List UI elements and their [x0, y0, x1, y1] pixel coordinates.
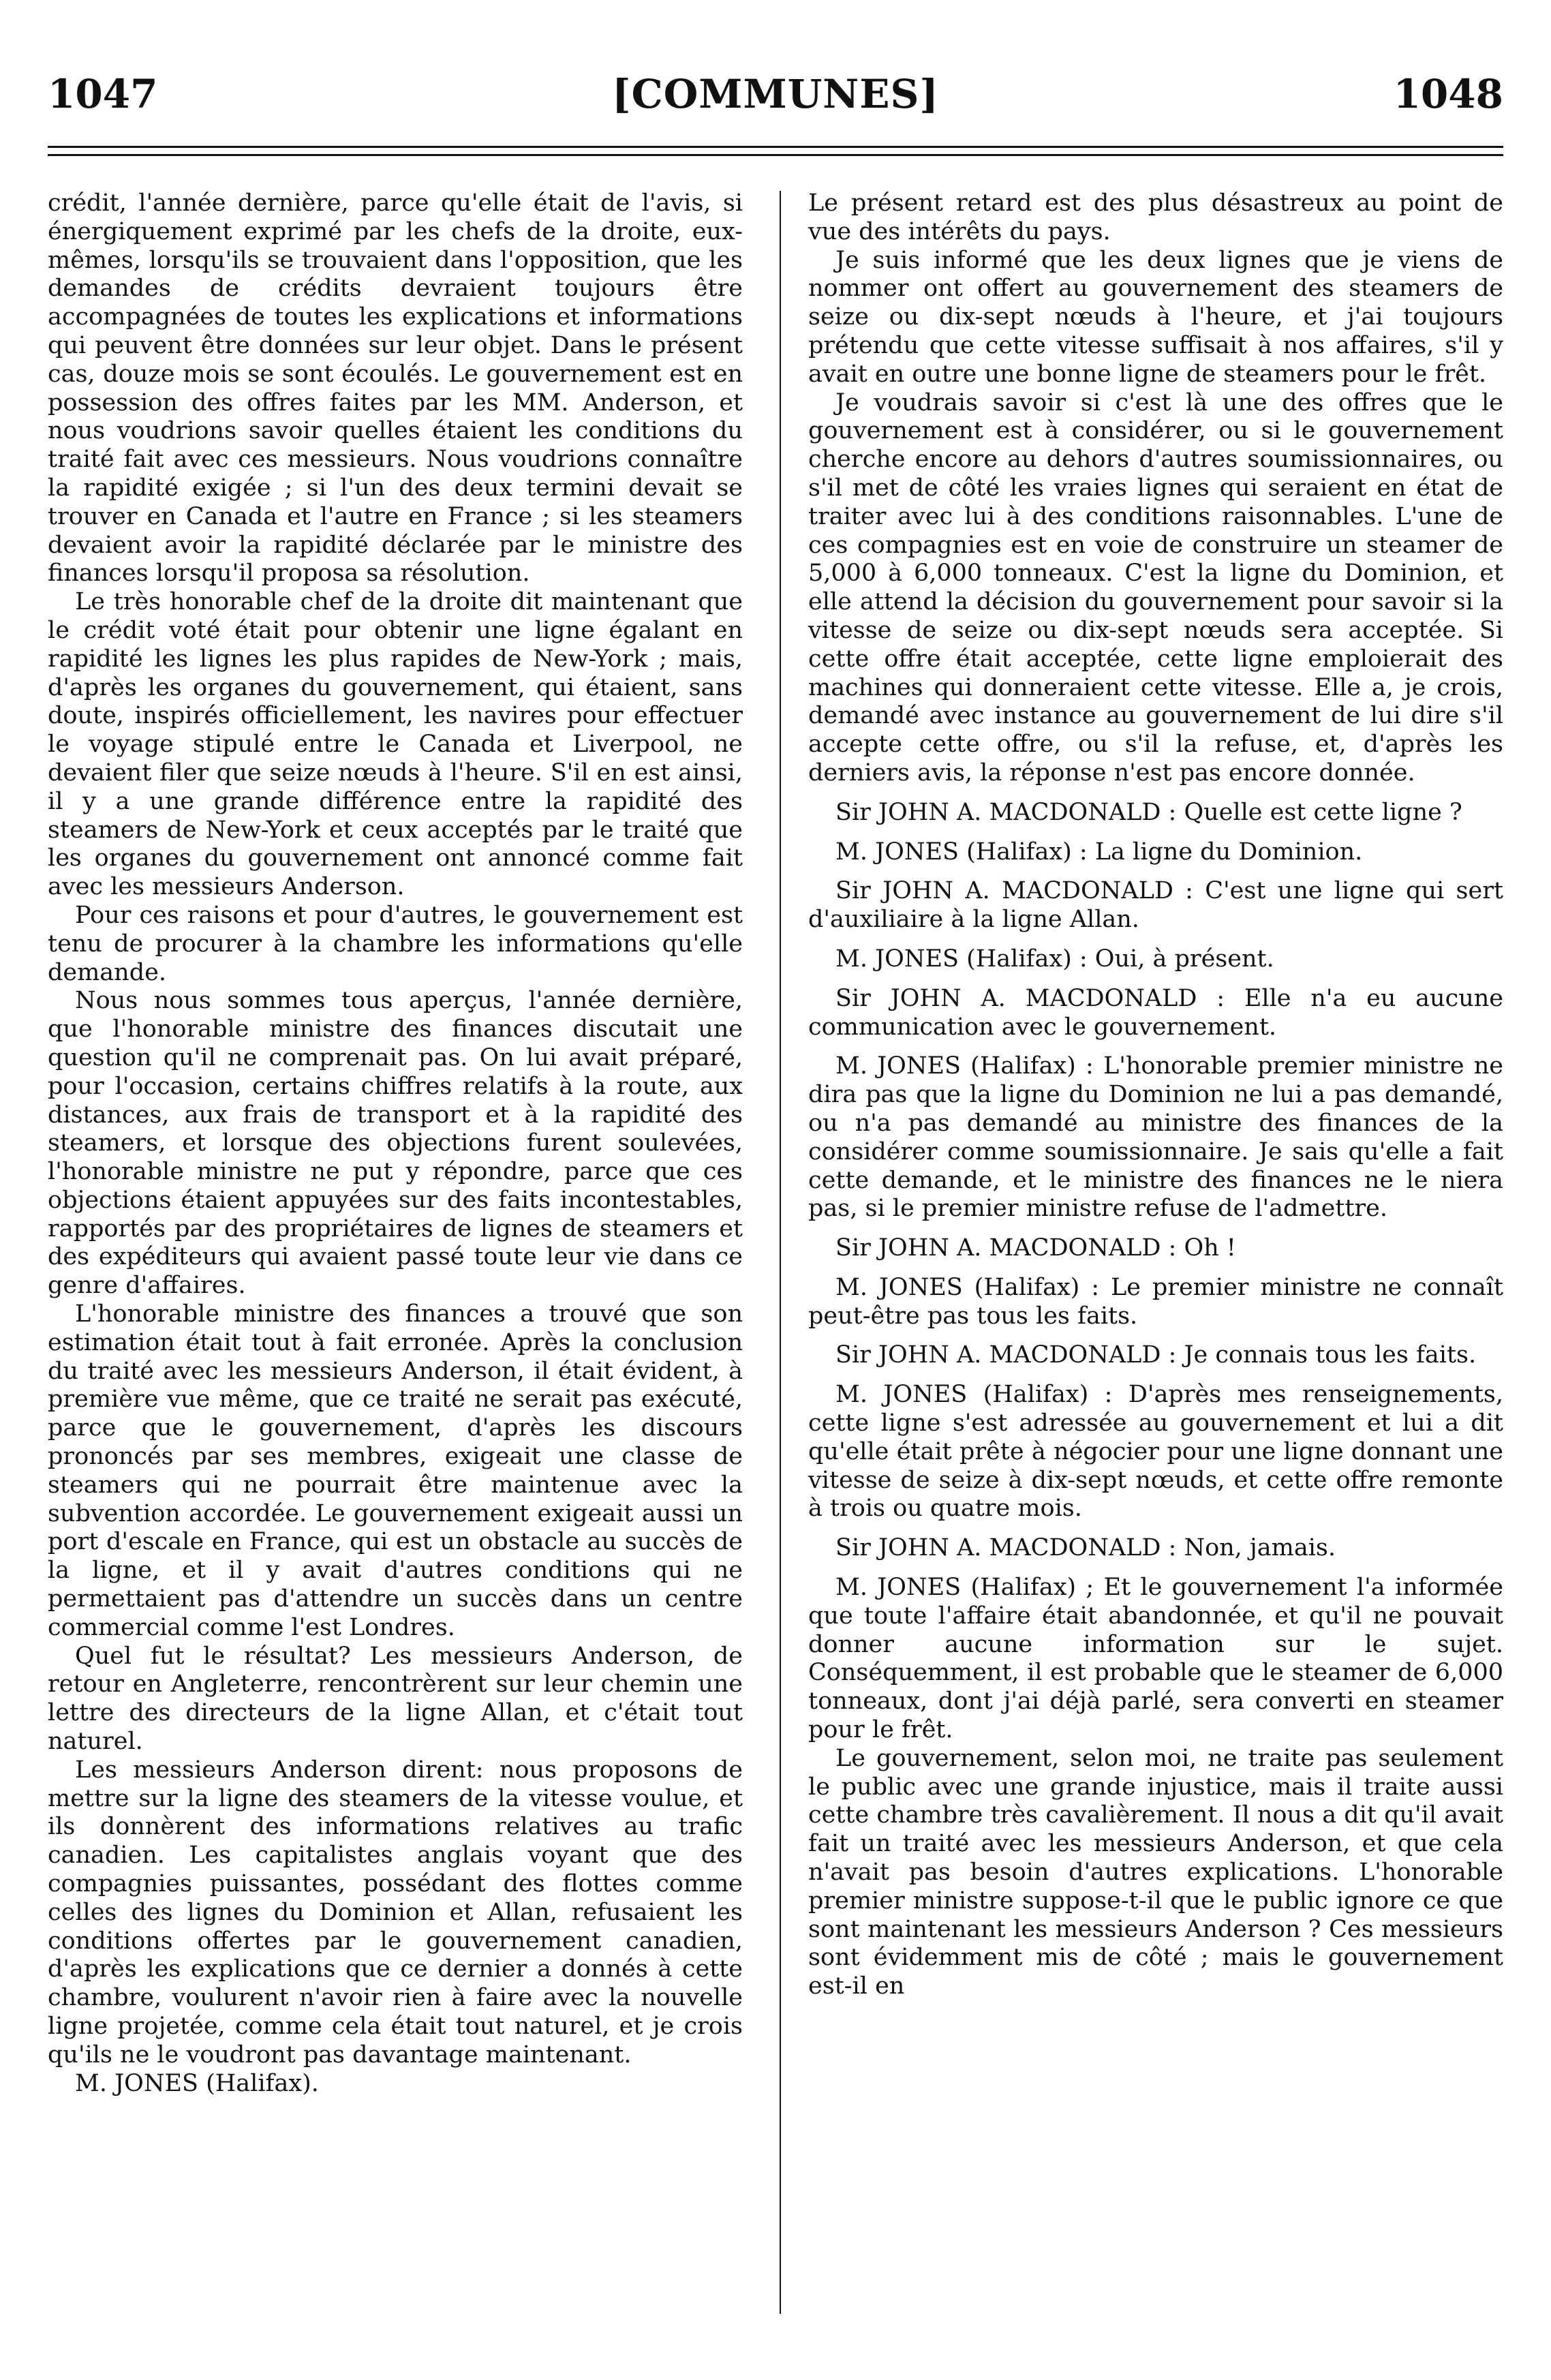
page-header	[48, 71, 1503, 119]
speaker-line: M. JONES (Halifax) ; Et le gouvernement l'a informée que toute l'affaire était abandonnée, et qu'il ne pouvait donner aucune information sur le sujet. Conséquemment, il est probable que le steamer de 6,000 tonneaux, dont j'ai déjà parlé, sera converti en steamer pour le frêt.	[808, 1574, 1503, 1744]
speaker-line: M. JONES (Halifax) : Le premier ministre ne connaît peut-être pas tous les faits.	[808, 1273, 1503, 1330]
paragraph: Pour ces raisons et pour d'autres, le gouvernement est tenu de procurer à la chambre les informations qu'elle demande.	[48, 901, 743, 986]
paragraph: Les messieurs Anderson dirent: nous proposons de mettre sur la ligne des steamers de la vitesse voulue, et ils donnèrent des informations relatives au trafic canadien. Les capitalistes anglais voyant que des compagnies puissantes, possédant des flottes comme celles des lignes du Dominion et Allan, refusaient les conditions offertes par le gouvernement canadien, d'après les explications que ce dernier a donnés à cette chambre, voulurent n'avoir rien à faire avec la nouvelle ligne projetée, comme cela était tout naturel, et je crois qu'ils ne le voudront pas davantage maintenant.	[48, 1756, 743, 2069]
running-title: [COMMUNES]	[612, 71, 939, 117]
paragraph: Quel fut le résultat? Les messieurs Anderson, de retour en Angleterre, rencontrèrent sur leur chemin une lettre des directeurs de la ligne Allan, et c'était tout naturel.	[48, 1642, 743, 1756]
page-number-right: 1048	[1393, 71, 1503, 117]
paragraph: Le présent retard est des plus désastreux au point de vue des intérêts du pays.	[808, 189, 1503, 245]
header-rule-top	[48, 146, 1503, 148]
paragraph: L'honorable ministre des finances a trouvé que son estimation était tout à fait erronée. Après la conclusion du traité avec les messieurs Anderson, il était évident, à première vue même, que ce traité ne serait pas exécuté, parce que le gouvernement, d'après les discours prononcés par ses membres, exigeait une classe de steamers qui ne pourrait être maintenue avec la subvention accordée. Le gouvernement exigeait aussi un port d'escale en France, qui est un obstacle au succès de la ligne, et il y avait d'autres conditions qui ne permettaient pas d'attendre un succès dans un centre commercial comme l'est Londres.	[48, 1300, 743, 1641]
speaker-line: Sir JOHN A. MACDONALD : Oh !	[835, 1234, 1236, 1262]
paragraph: Je voudrais savoir si c'est là une des offres que le gouvernement est à considérer, ou si le gouvernement cherche encore au dehors d'autres soumissionnaires, ou s'il met de côté les vraies lignes qui seraient en état de traiter avec lui à des conditions raisonnables. L'une de ces compagnies est en voie de construire un steamer de 5,000 à 6,000 tonneaux. C'est la ligne du Dominion, et elle attend la décision du gouvernement pour savoir si la vitesse de seize ou dix-sept nœuds sera acceptée. Si cette offre était acceptée, cette ligne emploierait des machines qui donneraient cette vitesse. Elle a, je crois, demandé avec instance au gouvernement de lui dire s'il accepte cette offre, ou s'il la refuse, et, d'après les derniers avis, la réponse n'est pas encore donnée.	[808, 388, 1503, 787]
paragraph: Nous nous sommes tous aperçus, l'année dernière, que l'honorable ministre des finances discutait une question qu'il ne comprenait pas. On lui avait préparé, pour l'occasion, certains chiffres relatifs à la route, aux distances, aux frais de transport et à la rapidité des steamers, et lorsque des objections furent soulevées, l'honorable ministre ne put y répondre, parce que ces objections étaient appuyées sur des faits incontestables, rapportés par des propriétaires de lignes de steamers et des expéditeurs qui avaient passé toute leur vie dans ce genre d'affaires.	[48, 987, 743, 1300]
speaker-line: M. JONES (Halifax) : L'honorable premier ministre ne dira pas que la ligne du Dominion ne lui a pas demandé, ou n'a pas demandé au ministre des finances de la considérer comme soumissionnaire. Je sais qu'elle a fait cette demande, et le ministre des finances ne le niera pas, si le premier ministre refuse de l'admettre.	[808, 1052, 1503, 1223]
left-column	[48, 189, 743, 2098]
paragraph: Le gouvernement, selon moi, ne traite pas seulement le public avec une grande injustice, mais il traite aussi cette chambre très cavalièrement. Il nous a dit qu'il avait fait un traité avec les messieurs Anderson, et que cela n'avait pas besoin d'autres explications. L'honorable premier ministre suppose-t-il que le public ignore ce que sont maintenant les messieurs Anderson ? Ces messieurs sont évidemment mis de côté ; mais le gouvernement est-il en	[808, 1744, 1503, 2000]
header-rule-bottom	[48, 154, 1503, 156]
speaker-line: M. JONES (Halifax) : Oui, à présent.	[835, 945, 1274, 973]
speaker-line: M. JONES (Halifax).	[75, 2069, 319, 2097]
paragraph: crédit, l'année dernière, parce qu'elle était de l'avis, si énergiquement exprimé par les chefs de la droite, eux-mêmes, lorsqu'ils se trouvaient dans l'opposition, que les demandes de crédits devraient toujours être accompagnées de toutes les explications et informations qui peuvent être données sur leur objet. Dans le présent cas, douze mois se sont écoulés. Le gouvernement est en possession des offres faites par les MM. Anderson, et nous voudrions savoir quelles étaient les conditions du traité fait avec ces messieurs. Nous voudrions connaître la rapidité exigée ; si l'un des deux termini devait se trouver en Canada et l'autre en France ; si les steamers devaient avoir la rapidité déclarée par le ministre des finances lorsqu'il proposa sa résolution.	[48, 189, 743, 588]
speaker-line: Sir JOHN A. MACDONALD : C'est une ligne qui sert d'auxiliaire à la ligne Allan.	[808, 877, 1503, 934]
speaker-line: Sir JOHN A. MACDONALD : Quelle est cette ligne ?	[835, 798, 1462, 826]
column-divider	[780, 191, 781, 2314]
paragraph: Le très honorable chef de la droite dit maintenant que le crédit voté était pour obtenir une ligne égalant en rapidité les lignes les plus rapides de New-York ; mais, d'après les organes du gouvernement, qui étaient, sans doute, inspirés officiellement, les navires pour effectuer le voyage stipulé entre le Canada et Liverpool, ne devaient filer que seize nœuds à l'heure. S'il en est ainsi, il y a une grande différence entre la rapidité des steamers de New-York et ceux acceptés par le traité que les organes du gouvernement ont annoncé comme fait avec les messieurs Anderson.	[48, 588, 743, 901]
speaker-line: Sir JOHN A. MACDONALD : Non, jamais.	[835, 1534, 1336, 1562]
speaker-line: M. JONES (Halifax) : La ligne du Dominion.	[835, 838, 1363, 866]
speaker-line: Sir JOHN A. MACDONALD : Elle n'a eu aucune communication avec le gouvernement.	[808, 984, 1503, 1041]
speaker-line: M. JONES (Halifax) : D'après mes renseignements, cette ligne s'est adressée au gouvernement et lui a dit qu'elle était prête à négocier pour une ligne donnant une vitesse de seize à dix-sept nœuds, et cette offre remonte à trois ou quatre mois.	[808, 1381, 1503, 1523]
paragraph: Je suis informé que les deux lignes que je viens de nommer ont offert au gouvernement des steamers de seize ou dix-sept nœuds à l'heure, et j'ai toujours prétendu que cette vitesse suffisait à nos affaires, s'il y avait en outre une bonne ligne de steamers pour le frêt.	[808, 246, 1503, 388]
speaker-line: Sir JOHN A. MACDONALD : Je connais tous les faits.	[835, 1341, 1477, 1369]
right-column	[808, 189, 1503, 2001]
page-number-left: 1047	[48, 71, 158, 117]
